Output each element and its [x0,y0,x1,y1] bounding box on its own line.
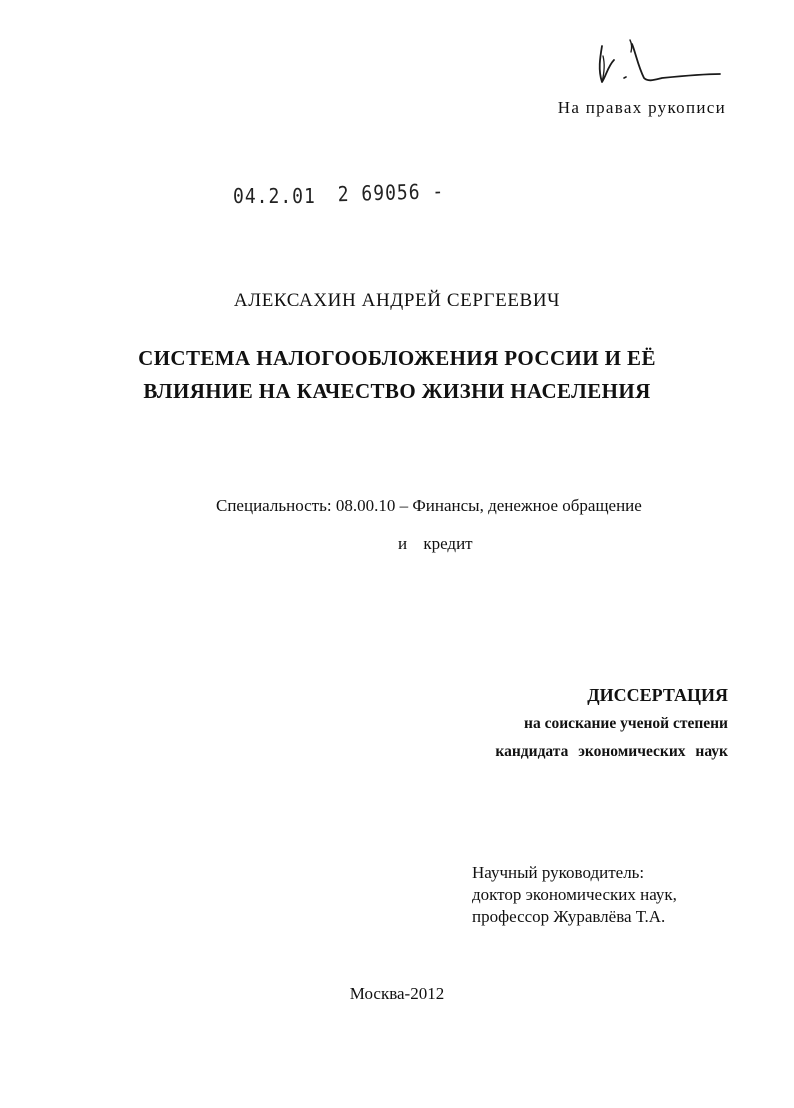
supervisor-label: Научный руководитель: [472,863,645,882]
signature-icon [592,36,724,96]
author-name: АЛЕКСАХИН АНДРЕЙ СЕРГЕЕВИЧ [233,290,561,311]
registration-date-code: 04.2.01 [233,184,316,209]
supervisor-block [472,862,677,928]
degree-name: кандидата экономических наук [495,743,728,760]
thesis-title-line-2: ВЛИЯНИЕ НА КАЧЕСТВО ЖИЗНИ НАСЕЛЕНИЯ [143,379,651,403]
dissertation-heading: ДИССЕРТАЦИЯ [587,685,728,705]
specialty-continuation: и кредит [398,534,473,553]
registration-number: 2 69056 - [337,179,445,207]
specialty-line: Специальность: 08.00.10 – Финансы, денежное обращение [216,496,642,515]
supervisor-name: профессор Журавлёва Т.А. [472,907,666,926]
registration-stamp [233,179,445,209]
manuscript-rights-note: На правах рукописи [557,98,726,117]
thesis-title-line-1: СИСТЕМА НАЛОГООБЛОЖЕНИЯ РОССИИ И ЕЁ [138,346,656,370]
degree-purpose: на соискание ученой степени [524,715,728,732]
degree-block [495,680,728,766]
supervisor-degree: доктор экономических наук, [472,885,677,904]
city-year: Москва-2012 [349,984,445,1003]
thesis-title [0,342,794,408]
